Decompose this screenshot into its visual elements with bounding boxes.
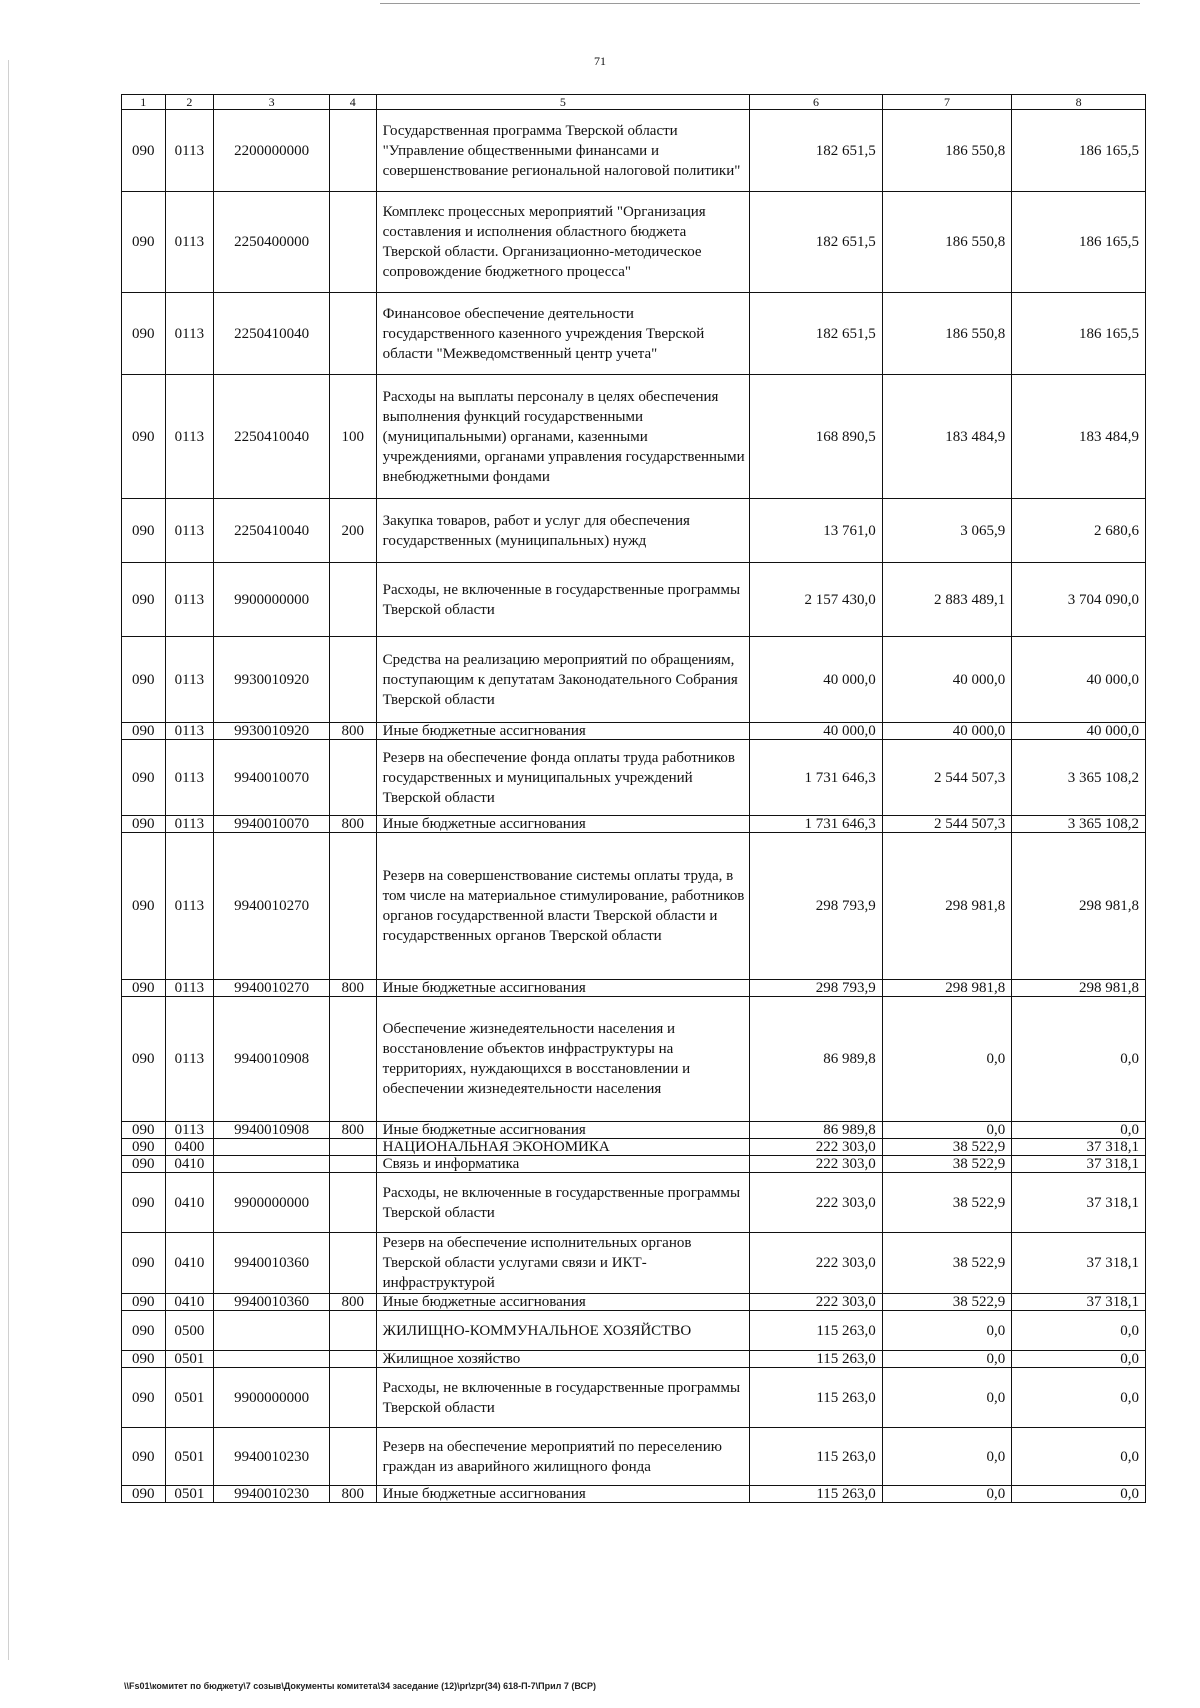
table-cell-c4: 800 <box>329 723 376 740</box>
table-row <box>122 980 1146 997</box>
table-cell-c2: 0113 <box>165 1122 214 1139</box>
table-cell-c7: 40 000,0 <box>882 723 1011 740</box>
table-cell-c8: 37 318,1 <box>1012 1233 1146 1294</box>
table-row <box>122 1486 1146 1503</box>
table-row <box>122 293 1146 375</box>
table-cell-c6: 298 793,9 <box>750 980 883 997</box>
table-cell-c5: Резерв на обеспечение исполнительных органов Тверской области услугами связи и ИКТ-инфраструктурой <box>376 1233 750 1294</box>
table-cell-c1: 090 <box>122 563 166 637</box>
table-cell-c6: 1 731 646,3 <box>750 816 883 833</box>
table-cell-c3 <box>214 1311 330 1351</box>
column-header: 4 <box>329 95 376 110</box>
table-cell-c1: 090 <box>122 1233 166 1294</box>
table-cell-c8: 186 165,5 <box>1012 293 1146 375</box>
table-row <box>122 563 1146 637</box>
table-cell-c6: 115 263,0 <box>750 1428 883 1486</box>
table-cell-c2: 0501 <box>165 1368 214 1428</box>
table-cell-c4 <box>329 563 376 637</box>
table-cell-c5: Иные бюджетные ассигнования <box>376 723 750 740</box>
table-cell-c2: 0410 <box>165 1294 214 1311</box>
table-cell-c8: 37 318,1 <box>1012 1156 1146 1173</box>
footer-file-path: \\Fs01\комитет по бюджету\7 созыв\Документы комитета\34 заседание (12)\pr\zpr(34) 618-П-7\Прил 7 (ВСР) <box>124 1681 597 1691</box>
table-cell-c3: 9940010070 <box>214 740 330 816</box>
table-cell-c3: 9940010230 <box>214 1428 330 1486</box>
table-cell-c1: 090 <box>122 1294 166 1311</box>
table-cell-c2: 0113 <box>165 723 214 740</box>
table-row <box>122 1173 1146 1233</box>
table-cell-c6: 182 651,5 <box>750 192 883 293</box>
table-cell-c3: 9900000000 <box>214 1173 330 1233</box>
table-cell-c6: 182 651,5 <box>750 110 883 192</box>
table-cell-c5: Комплекс процессных мероприятий "Организация составления и исполнения областного бюджета Тверской области. Организационно-методическое сопровождение бюджетного процесса" <box>376 192 750 293</box>
table-cell-c6: 2 157 430,0 <box>750 563 883 637</box>
table-row <box>122 1351 1146 1368</box>
table-cell-c7: 186 550,8 <box>882 192 1011 293</box>
table-cell-c4 <box>329 1139 376 1156</box>
table-cell-c4 <box>329 1233 376 1294</box>
column-header: 7 <box>882 95 1011 110</box>
table-cell-c4: 800 <box>329 816 376 833</box>
table-cell-c5: Закупка товаров, работ и услуг для обеспечения государственных (муниципальных) нужд <box>376 499 750 563</box>
table-cell-c2: 0113 <box>165 110 214 192</box>
table-row <box>122 1233 1146 1294</box>
table-cell-c7: 298 981,8 <box>882 833 1011 980</box>
table-cell-c8: 298 981,8 <box>1012 980 1146 997</box>
table-cell-c6: 86 989,8 <box>750 1122 883 1139</box>
table-cell-c6: 40 000,0 <box>750 637 883 723</box>
table-row <box>122 740 1146 816</box>
table-cell-c2: 0113 <box>165 637 214 723</box>
table-cell-c5: Жилищное хозяйство <box>376 1351 750 1368</box>
table-cell-c6: 86 989,8 <box>750 997 883 1122</box>
table-cell-c3: 2250410040 <box>214 499 330 563</box>
table-cell-c7: 38 522,9 <box>882 1233 1011 1294</box>
table-cell-c7: 38 522,9 <box>882 1294 1011 1311</box>
table-cell-c1: 090 <box>122 1351 166 1368</box>
table-cell-c8: 0,0 <box>1012 1428 1146 1486</box>
table-cell-c5: НАЦИОНАЛЬНАЯ ЭКОНОМИКА <box>376 1139 750 1156</box>
table-cell-c1: 090 <box>122 816 166 833</box>
table-cell-c4: 800 <box>329 1122 376 1139</box>
table-cell-c8: 3 365 108,2 <box>1012 740 1146 816</box>
table-cell-c5: Расходы, не включенные в государственные программы Тверской области <box>376 1368 750 1428</box>
table-row <box>122 1311 1146 1351</box>
table-row <box>122 110 1146 192</box>
table-cell-c8: 186 165,5 <box>1012 110 1146 192</box>
table-cell-c2: 0410 <box>165 1156 214 1173</box>
table-cell-c2: 0113 <box>165 563 214 637</box>
table-cell-c5: Резерв на совершенствование системы оплаты труда, в том числе на материальное стимулирование, работников органов государственной власти Тверской области и государственных органов Тверской области <box>376 833 750 980</box>
table-cell-c3: 2250410040 <box>214 375 330 499</box>
table-cell-c3: 9940010360 <box>214 1294 330 1311</box>
table-row <box>122 192 1146 293</box>
table-cell-c2: 0500 <box>165 1311 214 1351</box>
table-cell-c8: 37 318,1 <box>1012 1294 1146 1311</box>
table-cell-c1: 090 <box>122 723 166 740</box>
table-row <box>122 816 1146 833</box>
table-cell-c1: 090 <box>122 1156 166 1173</box>
table-cell-c7: 0,0 <box>882 1122 1011 1139</box>
table-cell-c3: 2250400000 <box>214 192 330 293</box>
table-cell-c1: 090 <box>122 1173 166 1233</box>
scan-artifact-line <box>380 3 1140 4</box>
table-cell-c5: Расходы, не включенные в государственные программы Тверской области <box>376 1173 750 1233</box>
table-cell-c6: 222 303,0 <box>750 1156 883 1173</box>
table-cell-c8: 2 680,6 <box>1012 499 1146 563</box>
table-cell-c1: 090 <box>122 1368 166 1428</box>
table-cell-c7: 38 522,9 <box>882 1139 1011 1156</box>
table-cell-c7: 2 544 507,3 <box>882 740 1011 816</box>
table-cell-c2: 0501 <box>165 1428 214 1486</box>
table-cell-c4 <box>329 1156 376 1173</box>
table-cell-c8: 37 318,1 <box>1012 1139 1146 1156</box>
table-cell-c3 <box>214 1156 330 1173</box>
table-cell-c6: 168 890,5 <box>750 375 883 499</box>
table-cell-c5: Связь и информатика <box>376 1156 750 1173</box>
page-number: 71 <box>594 54 606 68</box>
table-cell-c5: Иные бюджетные ассигнования <box>376 1122 750 1139</box>
column-header: 5 <box>376 95 750 110</box>
table-cell-c8: 3 704 090,0 <box>1012 563 1146 637</box>
table-row <box>122 833 1146 980</box>
table-cell-c1: 090 <box>122 997 166 1122</box>
table-cell-c7: 40 000,0 <box>882 637 1011 723</box>
table-row <box>122 637 1146 723</box>
table-cell-c6: 1 731 646,3 <box>750 740 883 816</box>
table-cell-c5: Расходы на выплаты персоналу в целях обеспечения выполнения функций государственными (муниципальными) органами, казенными учреждениями, органами управления государственными внебюджетными фондами <box>376 375 750 499</box>
table-cell-c2: 0113 <box>165 293 214 375</box>
table-cell-c7: 38 522,9 <box>882 1173 1011 1233</box>
budget-table <box>121 94 1146 1503</box>
table-row <box>122 1294 1146 1311</box>
table-cell-c7: 186 550,8 <box>882 110 1011 192</box>
table-cell-c7: 0,0 <box>882 1311 1011 1351</box>
table-cell-c5: Государственная программа Тверской области "Управление общественными финансами и совершенствование региональной налоговой политики" <box>376 110 750 192</box>
table-row <box>122 1156 1146 1173</box>
table-cell-c4: 800 <box>329 980 376 997</box>
column-header: 8 <box>1012 95 1146 110</box>
table-cell-c1: 090 <box>122 375 166 499</box>
table-cell-c1: 090 <box>122 1486 166 1503</box>
table-cell-c3: 9940010270 <box>214 833 330 980</box>
table-cell-c8: 3 365 108,2 <box>1012 816 1146 833</box>
table-cell-c3: 9900000000 <box>214 1368 330 1428</box>
table-cell-c8: 0,0 <box>1012 1311 1146 1351</box>
table-cell-c5: Иные бюджетные ассигнования <box>376 816 750 833</box>
table-cell-c7: 186 550,8 <box>882 293 1011 375</box>
table-cell-c1: 090 <box>122 1122 166 1139</box>
table-cell-c6: 40 000,0 <box>750 723 883 740</box>
table-cell-c6: 298 793,9 <box>750 833 883 980</box>
table-cell-c8: 0,0 <box>1012 1122 1146 1139</box>
table-cell-c2: 0113 <box>165 997 214 1122</box>
table-cell-c7: 2 544 507,3 <box>882 816 1011 833</box>
table-cell-c6: 222 303,0 <box>750 1233 883 1294</box>
table-cell-c6: 222 303,0 <box>750 1139 883 1156</box>
column-header: 1 <box>122 95 166 110</box>
table-cell-c5: Резерв на обеспечение мероприятий по переселению граждан из аварийного жилищного фонда <box>376 1428 750 1486</box>
table-cell-c1: 090 <box>122 1311 166 1351</box>
table-cell-c8: 0,0 <box>1012 1368 1146 1428</box>
column-header: 6 <box>750 95 883 110</box>
table-cell-c8: 186 165,5 <box>1012 192 1146 293</box>
table-cell-c3 <box>214 1139 330 1156</box>
table-cell-c3: 9940010908 <box>214 1122 330 1139</box>
table-cell-c8: 0,0 <box>1012 997 1146 1122</box>
table-cell-c1: 090 <box>122 192 166 293</box>
table-cell-c2: 0410 <box>165 1173 214 1233</box>
table-cell-c1: 090 <box>122 110 166 192</box>
table-cell-c4 <box>329 740 376 816</box>
table-cell-c3: 9930010920 <box>214 723 330 740</box>
table-cell-c3: 9900000000 <box>214 563 330 637</box>
table-cell-c4 <box>329 110 376 192</box>
table-body <box>122 110 1146 1503</box>
table-cell-c4 <box>329 997 376 1122</box>
table-cell-c2: 0113 <box>165 375 214 499</box>
table-cell-c4: 200 <box>329 499 376 563</box>
table-cell-c8: 0,0 <box>1012 1486 1146 1503</box>
table-row <box>122 997 1146 1122</box>
table-cell-c2: 0400 <box>165 1139 214 1156</box>
table-cell-c1: 090 <box>122 293 166 375</box>
table-cell-c1: 090 <box>122 833 166 980</box>
table-cell-c5: ЖИЛИЩНО-КОММУНАЛЬНОЕ ХОЗЯЙСТВО <box>376 1311 750 1351</box>
table-cell-c8: 0,0 <box>1012 1351 1146 1368</box>
table-cell-c8: 40 000,0 <box>1012 637 1146 723</box>
table-cell-c2: 0501 <box>165 1351 214 1368</box>
table-row <box>122 499 1146 563</box>
table-cell-c2: 0501 <box>165 1486 214 1503</box>
table-cell-c4 <box>329 192 376 293</box>
table-cell-c8: 298 981,8 <box>1012 833 1146 980</box>
table-cell-c4 <box>329 1311 376 1351</box>
table-row <box>122 1139 1146 1156</box>
table-cell-c6: 182 651,5 <box>750 293 883 375</box>
table-cell-c7: 0,0 <box>882 1351 1011 1368</box>
table-cell-c3: 9940010070 <box>214 816 330 833</box>
table-cell-c6: 222 303,0 <box>750 1294 883 1311</box>
table-cell-c1: 090 <box>122 637 166 723</box>
table-cell-c3: 9940010360 <box>214 1233 330 1294</box>
table-cell-c4 <box>329 1351 376 1368</box>
table-cell-c6: 222 303,0 <box>750 1173 883 1233</box>
table-cell-c2: 0113 <box>165 816 214 833</box>
table-cell-c1: 090 <box>122 499 166 563</box>
table-cell-c7: 0,0 <box>882 1486 1011 1503</box>
table-cell-c8: 40 000,0 <box>1012 723 1146 740</box>
table-cell-c4 <box>329 293 376 375</box>
table-cell-c7: 2 883 489,1 <box>882 563 1011 637</box>
table-cell-c3 <box>214 1351 330 1368</box>
table-cell-c6: 115 263,0 <box>750 1368 883 1428</box>
table-cell-c5: Иные бюджетные ассигнования <box>376 1294 750 1311</box>
table-cell-c7: 0,0 <box>882 997 1011 1122</box>
table-cell-c7: 183 484,9 <box>882 375 1011 499</box>
table-cell-c8: 37 318,1 <box>1012 1173 1146 1233</box>
table-row <box>122 1122 1146 1139</box>
table-cell-c7: 298 981,8 <box>882 980 1011 997</box>
table-cell-c3: 2250410040 <box>214 293 330 375</box>
table-cell-c4: 800 <box>329 1486 376 1503</box>
table-cell-c6: 115 263,0 <box>750 1486 883 1503</box>
table-cell-c1: 090 <box>122 980 166 997</box>
column-header: 3 <box>214 95 330 110</box>
table-cell-c6: 115 263,0 <box>750 1311 883 1351</box>
table-cell-c8: 183 484,9 <box>1012 375 1146 499</box>
table-cell-c5: Обеспечение жизнедеятельности населения и восстановление объектов инфраструктуры на территориях, нуждающихся в восстановлении и обеспечении жизнедеятельности населения <box>376 997 750 1122</box>
table-cell-c4 <box>329 1428 376 1486</box>
table-cell-c7: 0,0 <box>882 1428 1011 1486</box>
table-cell-c7: 0,0 <box>882 1368 1011 1428</box>
table-cell-c4: 100 <box>329 375 376 499</box>
table-cell-c4 <box>329 1368 376 1428</box>
table-row <box>122 375 1146 499</box>
table-cell-c1: 090 <box>122 1139 166 1156</box>
table-cell-c5: Резерв на обеспечение фонда оплаты труда работников государственных и муниципальных учреждений Тверской области <box>376 740 750 816</box>
table-cell-c1: 090 <box>122 1428 166 1486</box>
table-row <box>122 1368 1146 1428</box>
table-cell-c4 <box>329 1173 376 1233</box>
table-cell-c6: 13 761,0 <box>750 499 883 563</box>
table-cell-c7: 3 065,9 <box>882 499 1011 563</box>
table-row <box>122 1428 1146 1486</box>
column-header-row <box>122 95 1146 110</box>
table-cell-c3: 9940010908 <box>214 997 330 1122</box>
table-cell-c4: 800 <box>329 1294 376 1311</box>
table-cell-c6: 115 263,0 <box>750 1351 883 1368</box>
table-cell-c4 <box>329 637 376 723</box>
table-cell-c5: Иные бюджетные ассигнования <box>376 980 750 997</box>
column-header: 2 <box>165 95 214 110</box>
table-row <box>122 723 1146 740</box>
table-cell-c3: 9940010230 <box>214 1486 330 1503</box>
table-cell-c4 <box>329 833 376 980</box>
table-cell-c7: 38 522,9 <box>882 1156 1011 1173</box>
table-cell-c5: Финансовое обеспечение деятельности государственного казенного учреждения Тверской области "Межведомственный центр учета" <box>376 293 750 375</box>
table-cell-c1: 090 <box>122 740 166 816</box>
table-cell-c2: 0113 <box>165 740 214 816</box>
table-cell-c2: 0113 <box>165 833 214 980</box>
table-cell-c5: Расходы, не включенные в государственные программы Тверской области <box>376 563 750 637</box>
table-cell-c5: Иные бюджетные ассигнования <box>376 1486 750 1503</box>
table-cell-c2: 0113 <box>165 192 214 293</box>
table-cell-c5: Средства на реализацию мероприятий по обращениям, поступающим к депутатам Законодательного Собрания Тверской области <box>376 637 750 723</box>
table-cell-c2: 0113 <box>165 980 214 997</box>
scan-artifact-line <box>8 60 9 1660</box>
table-cell-c2: 0113 <box>165 499 214 563</box>
table-cell-c3: 9940010270 <box>214 980 330 997</box>
table-cell-c3: 9930010920 <box>214 637 330 723</box>
table-cell-c3: 2200000000 <box>214 110 330 192</box>
table-cell-c2: 0410 <box>165 1233 214 1294</box>
